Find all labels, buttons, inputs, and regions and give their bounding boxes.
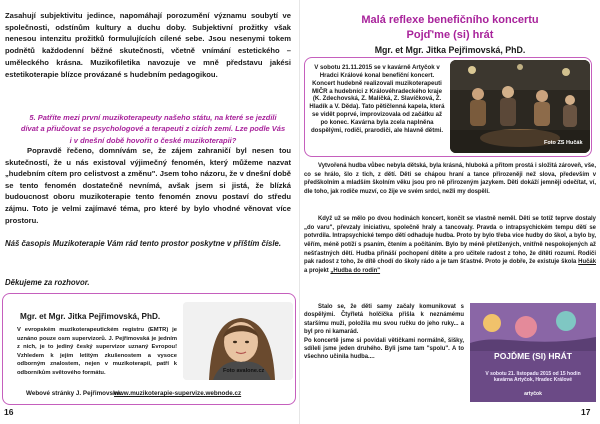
body-paragraph-2: Když už se mělo po dvou hodinách koncert, končit se vlastně neměl. Děti se totiž teprve dostaly „do varu", převzaly iniciativu, společně hraly a tancovaly. Pravda o intrapsychickém tempu dětí se potvrdila. Intrapsychické tempo dětí odhaduje hudba. Proto by bylo třeba více hudby do škol, a bylo by, věřím, méně potíží s psaním, čtením a počítáním. Bylo by méně přetížených, vnitřně nespokojených až nešťastných dětí. Hudba přináší pochopení dítěte a pro učitele radost z toho, že dítěti rozumí. Rodiči pak radost z toho, že dítě chodí do školy rádo a je tam šťastné. Proto je dobře, že existuje škola Hučák a projekt „Hudba do rodin": [304, 216, 596, 274]
right-page: [300, 0, 600, 424]
article-author: Mgr. et Mgr. Jitka Pejřimovská, PhD.: [374, 45, 526, 55]
poster-details: V sobotu 21. listopadu 2015 od 15 hodin kavárna Artyčok, Hradec Králové: [485, 371, 581, 384]
bio-text: V evropském muzikoterapeutickém registru (EMTR) je uznáno pouze osm supervizorů. J. Pejřimovská je jedním z nich, je to jediný český supervizor uznaný Evropou! Vzhledem k jejím letitým zkušenostem a vysoce odborným znalostem, nejen v muzikoterapii, patří k odborníkům světového formátu.: [17, 327, 177, 376]
answer-paragraph: Popravdě řečeno, domnívám se, že zájem zahraničí byl nesen tou skutečností, že u nás existoval výjimečný fenomén, který můžeme nazvat „hudebním cítem pro celistvost a změnu". Jsem toho názoru, že v dnešní době se tento fenomén dostatečně nevnímá, avšak jsem si jistá, že blízká budoucnost oboru muzikoterapie tento fenomén znovu postaví do středu zájmu. Toto je velmi zajímavé téma, pro které by bylo vhodné věnovat více prostoru.: [5, 146, 291, 225]
poster-illustration: [470, 303, 596, 351]
page-number: 17: [581, 407, 591, 417]
intro-paragraph: Zasahují subjektivitu jedince, napomáhají porozumění významu soubytí ve společnosti, odstínům kultury a duchu doby. Subjektivní prožitky však nenesou intenzitu prožitků formulujících cílené sebe. Jsou nesenymi tokem podnětů každodenní běžné skutečnosti, včetně vnímání estetického – uměleckého krásna. Muzikofiletika navozuje ve mně představu jakési estetikoterapie blízce provázané s hudebním pedagogikou.: [5, 11, 291, 79]
photo-caption: Foto avalone.cz: [223, 368, 265, 374]
web-link[interactable]: www.muzikoterapie-supervize.webnode.cz: [114, 390, 242, 397]
poster-footer: artyčok: [524, 391, 542, 397]
web-label: Webové stránky J. Pejřimovské:: [26, 390, 123, 397]
concert-photo-caption: Foto ZS Hučák: [544, 140, 583, 146]
article-title: Malá reflexe benefičního koncertu: [361, 14, 539, 26]
project-link[interactable]: „Hudba do rodin": [330, 267, 381, 274]
author-photo: [183, 302, 293, 380]
article-subtitle: Pojď'me (si) hrát: [406, 29, 494, 41]
poster-title: POJĎME (SI) HRÁT: [494, 351, 572, 361]
page-number: 16: [4, 407, 14, 417]
question-5: 5. Patříte mezi první muzikoterapeuty našeho státu, na které se jezdili dívat a přiučovat se psychologové a terapeuti z cizích zemí. Lze podle Vás i v dnešní době hovořit o české muzikoterapii?: [20, 113, 286, 145]
goodbye-line: Děkujeme za rozhovor.: [5, 278, 90, 287]
school-link[interactable]: Hučák: [578, 259, 596, 266]
concert-poster: [470, 303, 596, 402]
intro-box-text: V sobotu 21.11.2015 se v kavárně Artyčok v Hradci Králové konal benefiční koncert. Koncert hudebně realizovali muzikoterapeuti MIČR a hudebníci z Královéhradeckého kraje (K. Zdechovská, Z. Malíčká, Z. Slavíčková, Z. Hladík a V. Děda). Tato pětičlenná kapela, která se vidět poprvé, improvizovala od začátku až po konec. Kavárna byla zcela naplněna dospělými, rodiči, prarodiči, ale hlavně dětmi.: [309, 64, 445, 134]
bio-name: Mgr. et Mgr. Jitka Pejřimovská, PhD.: [20, 312, 161, 321]
closing-paragraph: Náš časopis Muzikoterapie Vám rád tento prostor poskytne v příštím čísle.: [5, 239, 282, 248]
body-paragraph-3: Stalo se, že děti samy začaly komunikovat s dospělými. Čtyřletá holčička přišla k neznámému staršímu muži, položila mu svou ručku do jeho ruky... a byl pro ni kamarád. Po koncertě jsme si povídali větičkami normálně, šišky, sdíleli jsme jeden druhého. Byli jsme tam "spolu". A to všechno učinila hudba....: [304, 304, 464, 361]
concert-photo: [450, 60, 590, 153]
body-paragraph-1: Vytvořená hudba vůbec nebyla dětská, byla krásná, hluboká a přitom prostá i složitá zároveň, vše, co se hrálo, šlo z tich, z dětí. Děti se chápou hraní a tance přirozeněji než slova, především v předškolním a mladším školním věku jsou pro ně přirozeným jazykem. Děti dokáží jemněji odečítat, ví, dle toho, jak rodiče muzví, co žije ve svém srdci, nežli my dospělí.: [304, 163, 596, 195]
